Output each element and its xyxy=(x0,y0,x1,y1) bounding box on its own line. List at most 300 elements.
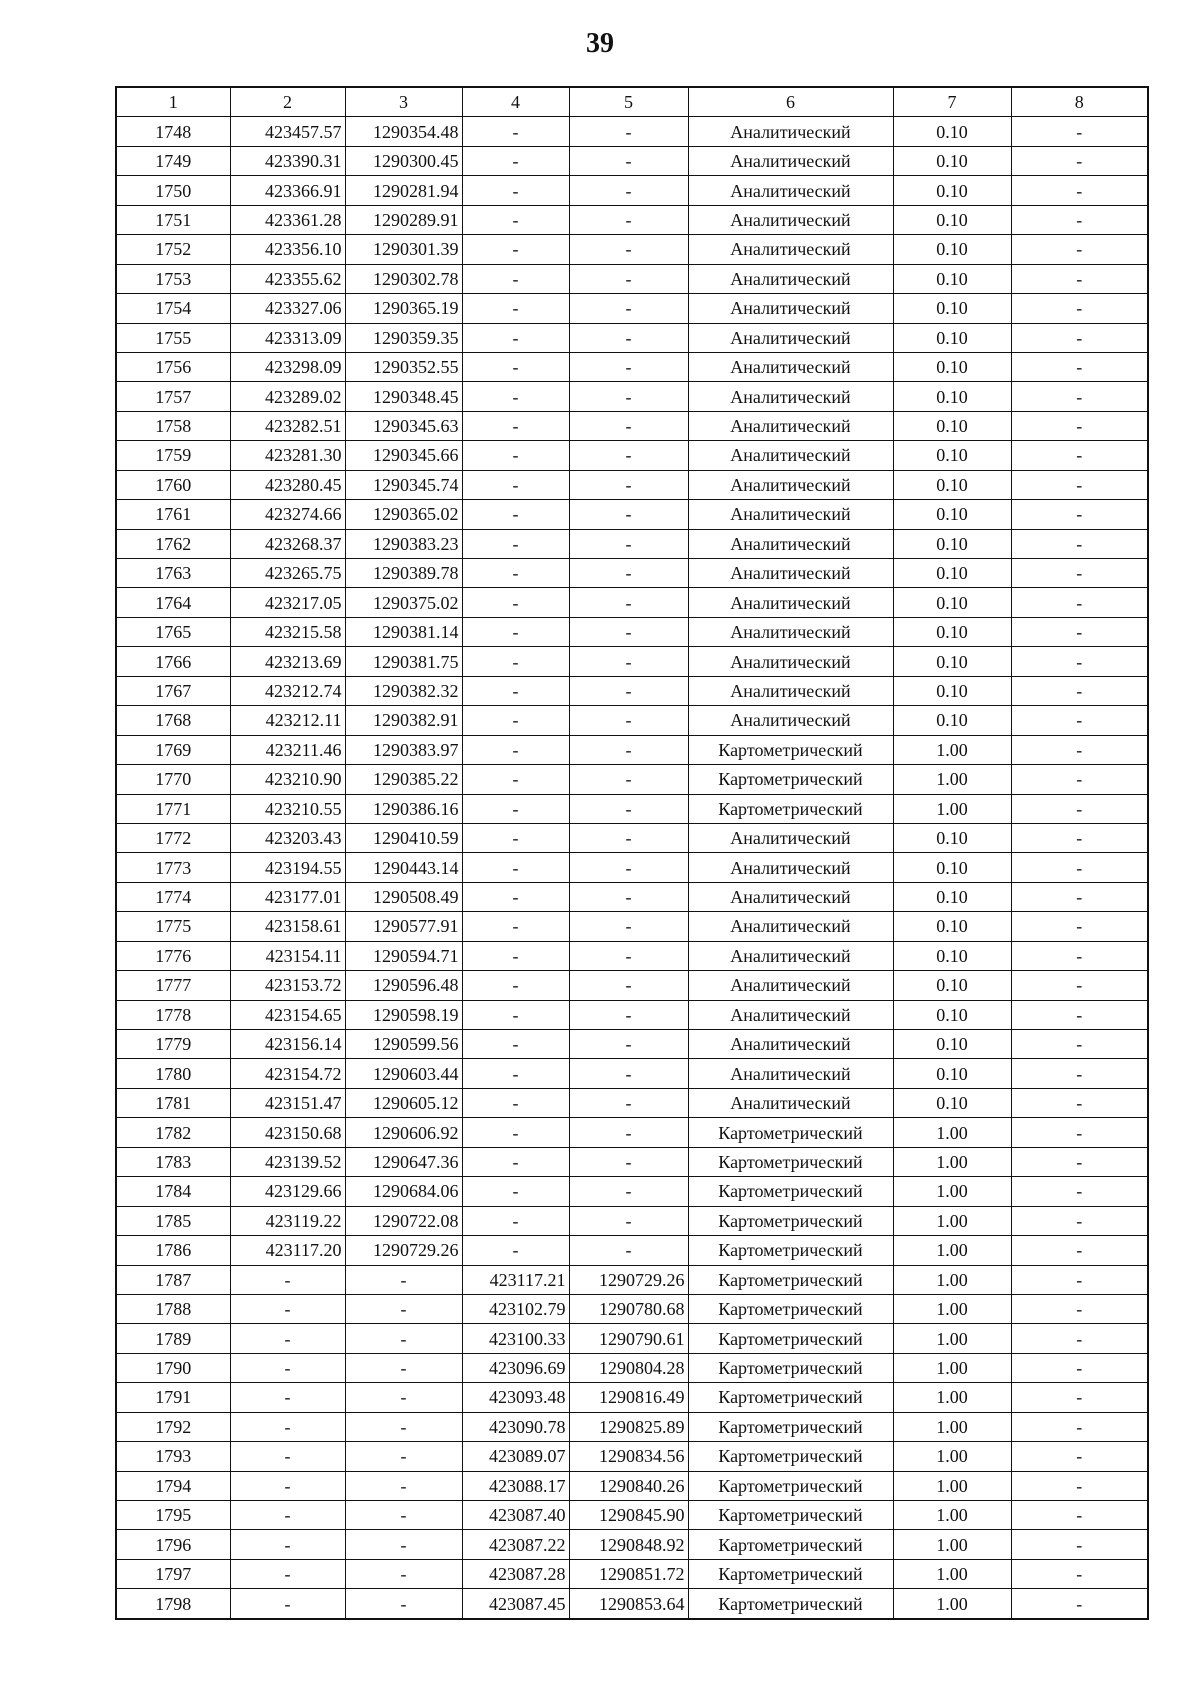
method-cell: Аналитический xyxy=(688,588,893,617)
accuracy-cell: 1.00 xyxy=(893,735,1011,764)
method-cell: Картометрический xyxy=(688,1294,893,1323)
method-cell: Аналитический xyxy=(688,882,893,911)
x-coordinate-alt-cell: - xyxy=(462,1118,569,1147)
x-coordinate-cell: 423203.43 xyxy=(230,823,345,852)
point-number-cell: 1764 xyxy=(116,588,230,617)
accuracy-cell: 1.00 xyxy=(893,1412,1011,1441)
y-coordinate-cell: - xyxy=(345,1324,462,1353)
point-number-cell: 1778 xyxy=(116,1000,230,1029)
table-header-row xyxy=(116,87,1148,117)
accuracy-cell: 0.10 xyxy=(893,971,1011,1000)
x-coordinate-alt-cell: - xyxy=(462,647,569,676)
x-coordinate-alt-cell: - xyxy=(462,971,569,1000)
note-cell: - xyxy=(1011,1412,1148,1441)
x-coordinate-alt-cell: - xyxy=(462,853,569,882)
x-coordinate-cell: 423151.47 xyxy=(230,1088,345,1117)
y-coordinate-cell: - xyxy=(345,1353,462,1382)
table-row xyxy=(116,1147,1148,1176)
note-cell: - xyxy=(1011,882,1148,911)
y-coordinate-alt-cell: - xyxy=(569,470,688,499)
x-coordinate-cell: 423355.62 xyxy=(230,264,345,293)
y-coordinate-alt-cell: - xyxy=(569,676,688,705)
x-coordinate-cell: 423194.55 xyxy=(230,853,345,882)
x-coordinate-cell: 423280.45 xyxy=(230,470,345,499)
y-coordinate-cell: - xyxy=(345,1383,462,1412)
y-coordinate-alt-cell: 1290825.89 xyxy=(569,1412,688,1441)
x-coordinate-alt-cell: 423100.33 xyxy=(462,1324,569,1353)
y-coordinate-cell: 1290443.14 xyxy=(345,853,462,882)
column-header: 2 xyxy=(230,87,345,117)
method-cell: Картометрический xyxy=(688,1412,893,1441)
accuracy-cell: 0.10 xyxy=(893,823,1011,852)
note-cell: - xyxy=(1011,264,1148,293)
y-coordinate-cell: 1290289.91 xyxy=(345,205,462,234)
point-number-cell: 1751 xyxy=(116,205,230,234)
accuracy-cell: 0.10 xyxy=(893,205,1011,234)
table-row xyxy=(116,1501,1148,1530)
x-coordinate-cell: 423289.02 xyxy=(230,382,345,411)
note-cell: - xyxy=(1011,235,1148,264)
accuracy-cell: 1.00 xyxy=(893,1236,1011,1265)
x-coordinate-alt-cell: - xyxy=(462,146,569,175)
table-row xyxy=(116,176,1148,205)
method-cell: Аналитический xyxy=(688,146,893,175)
note-cell: - xyxy=(1011,470,1148,499)
point-number-cell: 1759 xyxy=(116,441,230,470)
note-cell: - xyxy=(1011,1353,1148,1382)
table-row xyxy=(116,1530,1148,1559)
x-coordinate-cell: 423212.74 xyxy=(230,676,345,705)
point-number-cell: 1772 xyxy=(116,823,230,852)
table-row xyxy=(116,146,1148,175)
x-coordinate-alt-cell: - xyxy=(462,882,569,911)
accuracy-cell: 1.00 xyxy=(893,1559,1011,1588)
accuracy-cell: 0.10 xyxy=(893,647,1011,676)
y-coordinate-cell: 1290359.35 xyxy=(345,323,462,352)
point-number-cell: 1789 xyxy=(116,1324,230,1353)
x-coordinate-cell: 423327.06 xyxy=(230,294,345,323)
x-coordinate-cell: 423265.75 xyxy=(230,559,345,588)
note-cell: - xyxy=(1011,352,1148,381)
method-cell: Аналитический xyxy=(688,853,893,882)
note-cell: - xyxy=(1011,588,1148,617)
accuracy-cell: 0.10 xyxy=(893,470,1011,499)
accuracy-cell: 1.00 xyxy=(893,794,1011,823)
y-coordinate-alt-cell: - xyxy=(569,500,688,529)
method-cell: Аналитический xyxy=(688,117,893,146)
point-number-cell: 1797 xyxy=(116,1559,230,1588)
x-coordinate-alt-cell: - xyxy=(462,706,569,735)
y-coordinate-cell: 1290598.19 xyxy=(345,1000,462,1029)
x-coordinate-alt-cell: - xyxy=(462,1236,569,1265)
point-number-cell: 1765 xyxy=(116,617,230,646)
x-coordinate-alt-cell: - xyxy=(462,559,569,588)
y-coordinate-alt-cell: 1290845.90 xyxy=(569,1501,688,1530)
accuracy-cell: 1.00 xyxy=(893,765,1011,794)
y-coordinate-cell: 1290345.66 xyxy=(345,441,462,470)
y-coordinate-cell: - xyxy=(345,1501,462,1530)
x-coordinate-cell: - xyxy=(230,1471,345,1500)
table-row xyxy=(116,617,1148,646)
point-number-cell: 1788 xyxy=(116,1294,230,1323)
y-coordinate-cell: 1290594.71 xyxy=(345,941,462,970)
method-cell: Аналитический xyxy=(688,323,893,352)
note-cell: - xyxy=(1011,1059,1148,1088)
x-coordinate-cell: - xyxy=(230,1324,345,1353)
x-coordinate-alt-cell: - xyxy=(462,765,569,794)
x-coordinate-cell: 423154.65 xyxy=(230,1000,345,1029)
accuracy-cell: 0.10 xyxy=(893,882,1011,911)
y-coordinate-alt-cell: - xyxy=(569,205,688,234)
y-coordinate-cell: 1290302.78 xyxy=(345,264,462,293)
x-coordinate-cell: 423217.05 xyxy=(230,588,345,617)
method-cell: Картометрический xyxy=(688,1324,893,1353)
y-coordinate-alt-cell: 1290834.56 xyxy=(569,1442,688,1471)
table-row xyxy=(116,1383,1148,1412)
y-coordinate-alt-cell: - xyxy=(569,176,688,205)
y-coordinate-cell: 1290647.36 xyxy=(345,1147,462,1176)
x-coordinate-alt-cell: - xyxy=(462,235,569,264)
y-coordinate-alt-cell: - xyxy=(569,1000,688,1029)
x-coordinate-cell: 423156.14 xyxy=(230,1030,345,1059)
table-row xyxy=(116,323,1148,352)
x-coordinate-alt-cell: - xyxy=(462,735,569,764)
accuracy-cell: 1.00 xyxy=(893,1530,1011,1559)
x-coordinate-cell: - xyxy=(230,1589,345,1619)
y-coordinate-alt-cell: - xyxy=(569,706,688,735)
y-coordinate-alt-cell: - xyxy=(569,617,688,646)
point-number-cell: 1760 xyxy=(116,470,230,499)
table-row xyxy=(116,588,1148,617)
x-coordinate-alt-cell: - xyxy=(462,382,569,411)
method-cell: Аналитический xyxy=(688,1030,893,1059)
point-number-cell: 1779 xyxy=(116,1030,230,1059)
accuracy-cell: 0.10 xyxy=(893,264,1011,293)
y-coordinate-cell: 1290508.49 xyxy=(345,882,462,911)
y-coordinate-cell: 1290300.45 xyxy=(345,146,462,175)
method-cell: Картометрический xyxy=(688,1236,893,1265)
accuracy-cell: 1.00 xyxy=(893,1206,1011,1235)
point-number-cell: 1792 xyxy=(116,1412,230,1441)
point-number-cell: 1770 xyxy=(116,765,230,794)
x-coordinate-cell: 423313.09 xyxy=(230,323,345,352)
y-coordinate-cell: 1290382.32 xyxy=(345,676,462,705)
x-coordinate-cell: - xyxy=(230,1265,345,1294)
y-coordinate-cell: - xyxy=(345,1265,462,1294)
point-number-cell: 1756 xyxy=(116,352,230,381)
method-cell: Картометрический xyxy=(688,1147,893,1176)
method-cell: Картометрический xyxy=(688,1177,893,1206)
y-coordinate-cell: 1290365.02 xyxy=(345,500,462,529)
method-cell: Картометрический xyxy=(688,1206,893,1235)
y-coordinate-cell: 1290352.55 xyxy=(345,352,462,381)
y-coordinate-cell: - xyxy=(345,1412,462,1441)
accuracy-cell: 0.10 xyxy=(893,941,1011,970)
accuracy-cell: 0.10 xyxy=(893,294,1011,323)
accuracy-cell: 0.10 xyxy=(893,706,1011,735)
column-header: 1 xyxy=(116,87,230,117)
y-coordinate-cell: 1290382.91 xyxy=(345,706,462,735)
coordinates-table xyxy=(115,86,1149,1620)
accuracy-cell: 0.10 xyxy=(893,382,1011,411)
table-row xyxy=(116,1206,1148,1235)
y-coordinate-alt-cell: - xyxy=(569,1206,688,1235)
x-coordinate-alt-cell: - xyxy=(462,1059,569,1088)
x-coordinate-alt-cell: - xyxy=(462,205,569,234)
x-coordinate-alt-cell: 423088.17 xyxy=(462,1471,569,1500)
point-number-cell: 1750 xyxy=(116,176,230,205)
table-row xyxy=(116,529,1148,558)
point-number-cell: 1794 xyxy=(116,1471,230,1500)
x-coordinate-cell: - xyxy=(230,1559,345,1588)
method-cell: Аналитический xyxy=(688,441,893,470)
accuracy-cell: 0.10 xyxy=(893,176,1011,205)
table-row xyxy=(116,1265,1148,1294)
table-row xyxy=(116,912,1148,941)
method-cell: Картометрический xyxy=(688,794,893,823)
accuracy-cell: 0.10 xyxy=(893,588,1011,617)
method-cell: Картометрический xyxy=(688,1442,893,1471)
x-coordinate-alt-cell: 423087.22 xyxy=(462,1530,569,1559)
y-coordinate-alt-cell: - xyxy=(569,647,688,676)
table-row xyxy=(116,823,1148,852)
y-coordinate-cell: - xyxy=(345,1559,462,1588)
method-cell: Картометрический xyxy=(688,1265,893,1294)
method-cell: Картометрический xyxy=(688,1471,893,1500)
table-row xyxy=(116,1471,1148,1500)
note-cell: - xyxy=(1011,529,1148,558)
y-coordinate-alt-cell: - xyxy=(569,882,688,911)
y-coordinate-alt-cell: - xyxy=(569,1118,688,1147)
x-coordinate-cell: - xyxy=(230,1530,345,1559)
y-coordinate-alt-cell: - xyxy=(569,382,688,411)
accuracy-cell: 0.10 xyxy=(893,617,1011,646)
y-coordinate-cell: 1290603.44 xyxy=(345,1059,462,1088)
method-cell: Картометрический xyxy=(688,735,893,764)
y-coordinate-alt-cell: 1290851.72 xyxy=(569,1559,688,1588)
point-number-cell: 1748 xyxy=(116,117,230,146)
x-coordinate-cell: - xyxy=(230,1501,345,1530)
point-number-cell: 1758 xyxy=(116,411,230,440)
x-coordinate-cell: - xyxy=(230,1383,345,1412)
x-coordinate-alt-cell: - xyxy=(462,588,569,617)
x-coordinate-cell: 423154.11 xyxy=(230,941,345,970)
y-coordinate-alt-cell: - xyxy=(569,264,688,293)
x-coordinate-alt-cell: - xyxy=(462,823,569,852)
point-number-cell: 1754 xyxy=(116,294,230,323)
note-cell: - xyxy=(1011,1206,1148,1235)
point-number-cell: 1766 xyxy=(116,647,230,676)
note-cell: - xyxy=(1011,1530,1148,1559)
note-cell: - xyxy=(1011,1442,1148,1471)
method-cell: Аналитический xyxy=(688,529,893,558)
accuracy-cell: 1.00 xyxy=(893,1294,1011,1323)
note-cell: - xyxy=(1011,1088,1148,1117)
x-coordinate-alt-cell: - xyxy=(462,1000,569,1029)
note-cell: - xyxy=(1011,794,1148,823)
x-coordinate-cell: 423361.28 xyxy=(230,205,345,234)
x-coordinate-alt-cell: - xyxy=(462,617,569,646)
x-coordinate-alt-cell: - xyxy=(462,470,569,499)
point-number-cell: 1790 xyxy=(116,1353,230,1382)
table-row xyxy=(116,382,1148,411)
note-cell: - xyxy=(1011,323,1148,352)
note-cell: - xyxy=(1011,117,1148,146)
point-number-cell: 1753 xyxy=(116,264,230,293)
point-number-cell: 1769 xyxy=(116,735,230,764)
y-coordinate-cell: - xyxy=(345,1589,462,1619)
y-coordinate-alt-cell: 1290804.28 xyxy=(569,1353,688,1382)
x-coordinate-cell: 423150.68 xyxy=(230,1118,345,1147)
method-cell: Картометрический xyxy=(688,1353,893,1382)
x-coordinate-alt-cell: - xyxy=(462,1147,569,1176)
x-coordinate-alt-cell: - xyxy=(462,676,569,705)
accuracy-cell: 1.00 xyxy=(893,1501,1011,1530)
method-cell: Аналитический xyxy=(688,205,893,234)
point-number-cell: 1781 xyxy=(116,1088,230,1117)
method-cell: Аналитический xyxy=(688,617,893,646)
y-coordinate-cell: - xyxy=(345,1530,462,1559)
x-coordinate-cell: 423119.22 xyxy=(230,1206,345,1235)
accuracy-cell: 1.00 xyxy=(893,1471,1011,1500)
column-header: 4 xyxy=(462,87,569,117)
y-coordinate-alt-cell: - xyxy=(569,1059,688,1088)
table-row xyxy=(116,1118,1148,1147)
table-row xyxy=(116,1324,1148,1353)
note-cell: - xyxy=(1011,617,1148,646)
table-row xyxy=(116,1412,1148,1441)
y-coordinate-cell: 1290383.97 xyxy=(345,735,462,764)
x-coordinate-alt-cell: - xyxy=(462,500,569,529)
x-coordinate-alt-cell: - xyxy=(462,912,569,941)
y-coordinate-alt-cell: - xyxy=(569,441,688,470)
table-row xyxy=(116,294,1148,323)
table-row xyxy=(116,1442,1148,1471)
note-cell: - xyxy=(1011,853,1148,882)
accuracy-cell: 1.00 xyxy=(893,1383,1011,1412)
table-row xyxy=(116,559,1148,588)
table-row xyxy=(116,1236,1148,1265)
method-cell: Аналитический xyxy=(688,912,893,941)
table-row xyxy=(116,470,1148,499)
method-cell: Аналитический xyxy=(688,235,893,264)
y-coordinate-alt-cell: 1290729.26 xyxy=(569,1265,688,1294)
y-coordinate-cell: 1290599.56 xyxy=(345,1030,462,1059)
x-coordinate-cell: 423356.10 xyxy=(230,235,345,264)
note-cell: - xyxy=(1011,1030,1148,1059)
column-header: 6 xyxy=(688,87,893,117)
x-coordinate-cell: - xyxy=(230,1442,345,1471)
table-row xyxy=(116,1030,1148,1059)
method-cell: Картометрический xyxy=(688,765,893,794)
accuracy-cell: 1.00 xyxy=(893,1147,1011,1176)
x-coordinate-alt-cell: - xyxy=(462,117,569,146)
table-row xyxy=(116,264,1148,293)
accuracy-cell: 1.00 xyxy=(893,1324,1011,1353)
table-row xyxy=(116,1353,1148,1382)
y-coordinate-cell: 1290729.26 xyxy=(345,1236,462,1265)
table-row xyxy=(116,1589,1148,1619)
x-coordinate-alt-cell: - xyxy=(462,941,569,970)
point-number-cell: 1793 xyxy=(116,1442,230,1471)
method-cell: Картометрический xyxy=(688,1589,893,1619)
x-coordinate-cell: 423158.61 xyxy=(230,912,345,941)
x-coordinate-cell: 423457.57 xyxy=(230,117,345,146)
method-cell: Аналитический xyxy=(688,382,893,411)
accuracy-cell: 0.10 xyxy=(893,1059,1011,1088)
y-coordinate-cell: 1290389.78 xyxy=(345,559,462,588)
note-cell: - xyxy=(1011,1118,1148,1147)
x-coordinate-alt-cell: - xyxy=(462,1030,569,1059)
method-cell: Аналитический xyxy=(688,676,893,705)
x-coordinate-alt-cell: - xyxy=(462,352,569,381)
y-coordinate-cell: 1290345.63 xyxy=(345,411,462,440)
table-row xyxy=(116,676,1148,705)
method-cell: Картометрический xyxy=(688,1559,893,1588)
y-coordinate-cell: 1290596.48 xyxy=(345,971,462,1000)
note-cell: - xyxy=(1011,559,1148,588)
table-row xyxy=(116,117,1148,146)
method-cell: Аналитический xyxy=(688,647,893,676)
note-cell: - xyxy=(1011,647,1148,676)
table-row xyxy=(116,411,1148,440)
x-coordinate-alt-cell: - xyxy=(462,1088,569,1117)
note-cell: - xyxy=(1011,1177,1148,1206)
table-row xyxy=(116,1088,1148,1117)
x-coordinate-cell: 423298.09 xyxy=(230,352,345,381)
x-coordinate-alt-cell: - xyxy=(462,1206,569,1235)
point-number-cell: 1768 xyxy=(116,706,230,735)
y-coordinate-cell: 1290722.08 xyxy=(345,1206,462,1235)
x-coordinate-cell: - xyxy=(230,1412,345,1441)
accuracy-cell: 0.10 xyxy=(893,500,1011,529)
table-row xyxy=(116,882,1148,911)
y-coordinate-cell: 1290385.22 xyxy=(345,765,462,794)
point-number-cell: 1791 xyxy=(116,1383,230,1412)
y-coordinate-cell: 1290606.92 xyxy=(345,1118,462,1147)
note-cell: - xyxy=(1011,823,1148,852)
point-number-cell: 1773 xyxy=(116,853,230,882)
y-coordinate-alt-cell: - xyxy=(569,235,688,264)
y-coordinate-cell: 1290281.94 xyxy=(345,176,462,205)
table-row xyxy=(116,765,1148,794)
y-coordinate-alt-cell: - xyxy=(569,294,688,323)
accuracy-cell: 0.10 xyxy=(893,235,1011,264)
x-coordinate-alt-cell: - xyxy=(462,411,569,440)
note-cell: - xyxy=(1011,1147,1148,1176)
y-coordinate-cell: 1290684.06 xyxy=(345,1177,462,1206)
method-cell: Аналитический xyxy=(688,411,893,440)
table-body xyxy=(116,117,1148,1619)
x-coordinate-alt-cell: 423096.69 xyxy=(462,1353,569,1382)
accuracy-cell: 1.00 xyxy=(893,1442,1011,1471)
method-cell: Аналитический xyxy=(688,706,893,735)
y-coordinate-alt-cell: - xyxy=(569,1088,688,1117)
y-coordinate-cell: - xyxy=(345,1442,462,1471)
x-coordinate-alt-cell: 423117.21 xyxy=(462,1265,569,1294)
method-cell: Картометрический xyxy=(688,1118,893,1147)
note-cell: - xyxy=(1011,176,1148,205)
point-number-cell: 1762 xyxy=(116,529,230,558)
accuracy-cell: 1.00 xyxy=(893,1589,1011,1619)
table-row xyxy=(116,352,1148,381)
accuracy-cell: 0.10 xyxy=(893,912,1011,941)
x-coordinate-alt-cell: 423087.45 xyxy=(462,1589,569,1619)
point-number-cell: 1763 xyxy=(116,559,230,588)
x-coordinate-alt-cell: - xyxy=(462,794,569,823)
method-cell: Аналитический xyxy=(688,823,893,852)
y-coordinate-alt-cell: - xyxy=(569,794,688,823)
